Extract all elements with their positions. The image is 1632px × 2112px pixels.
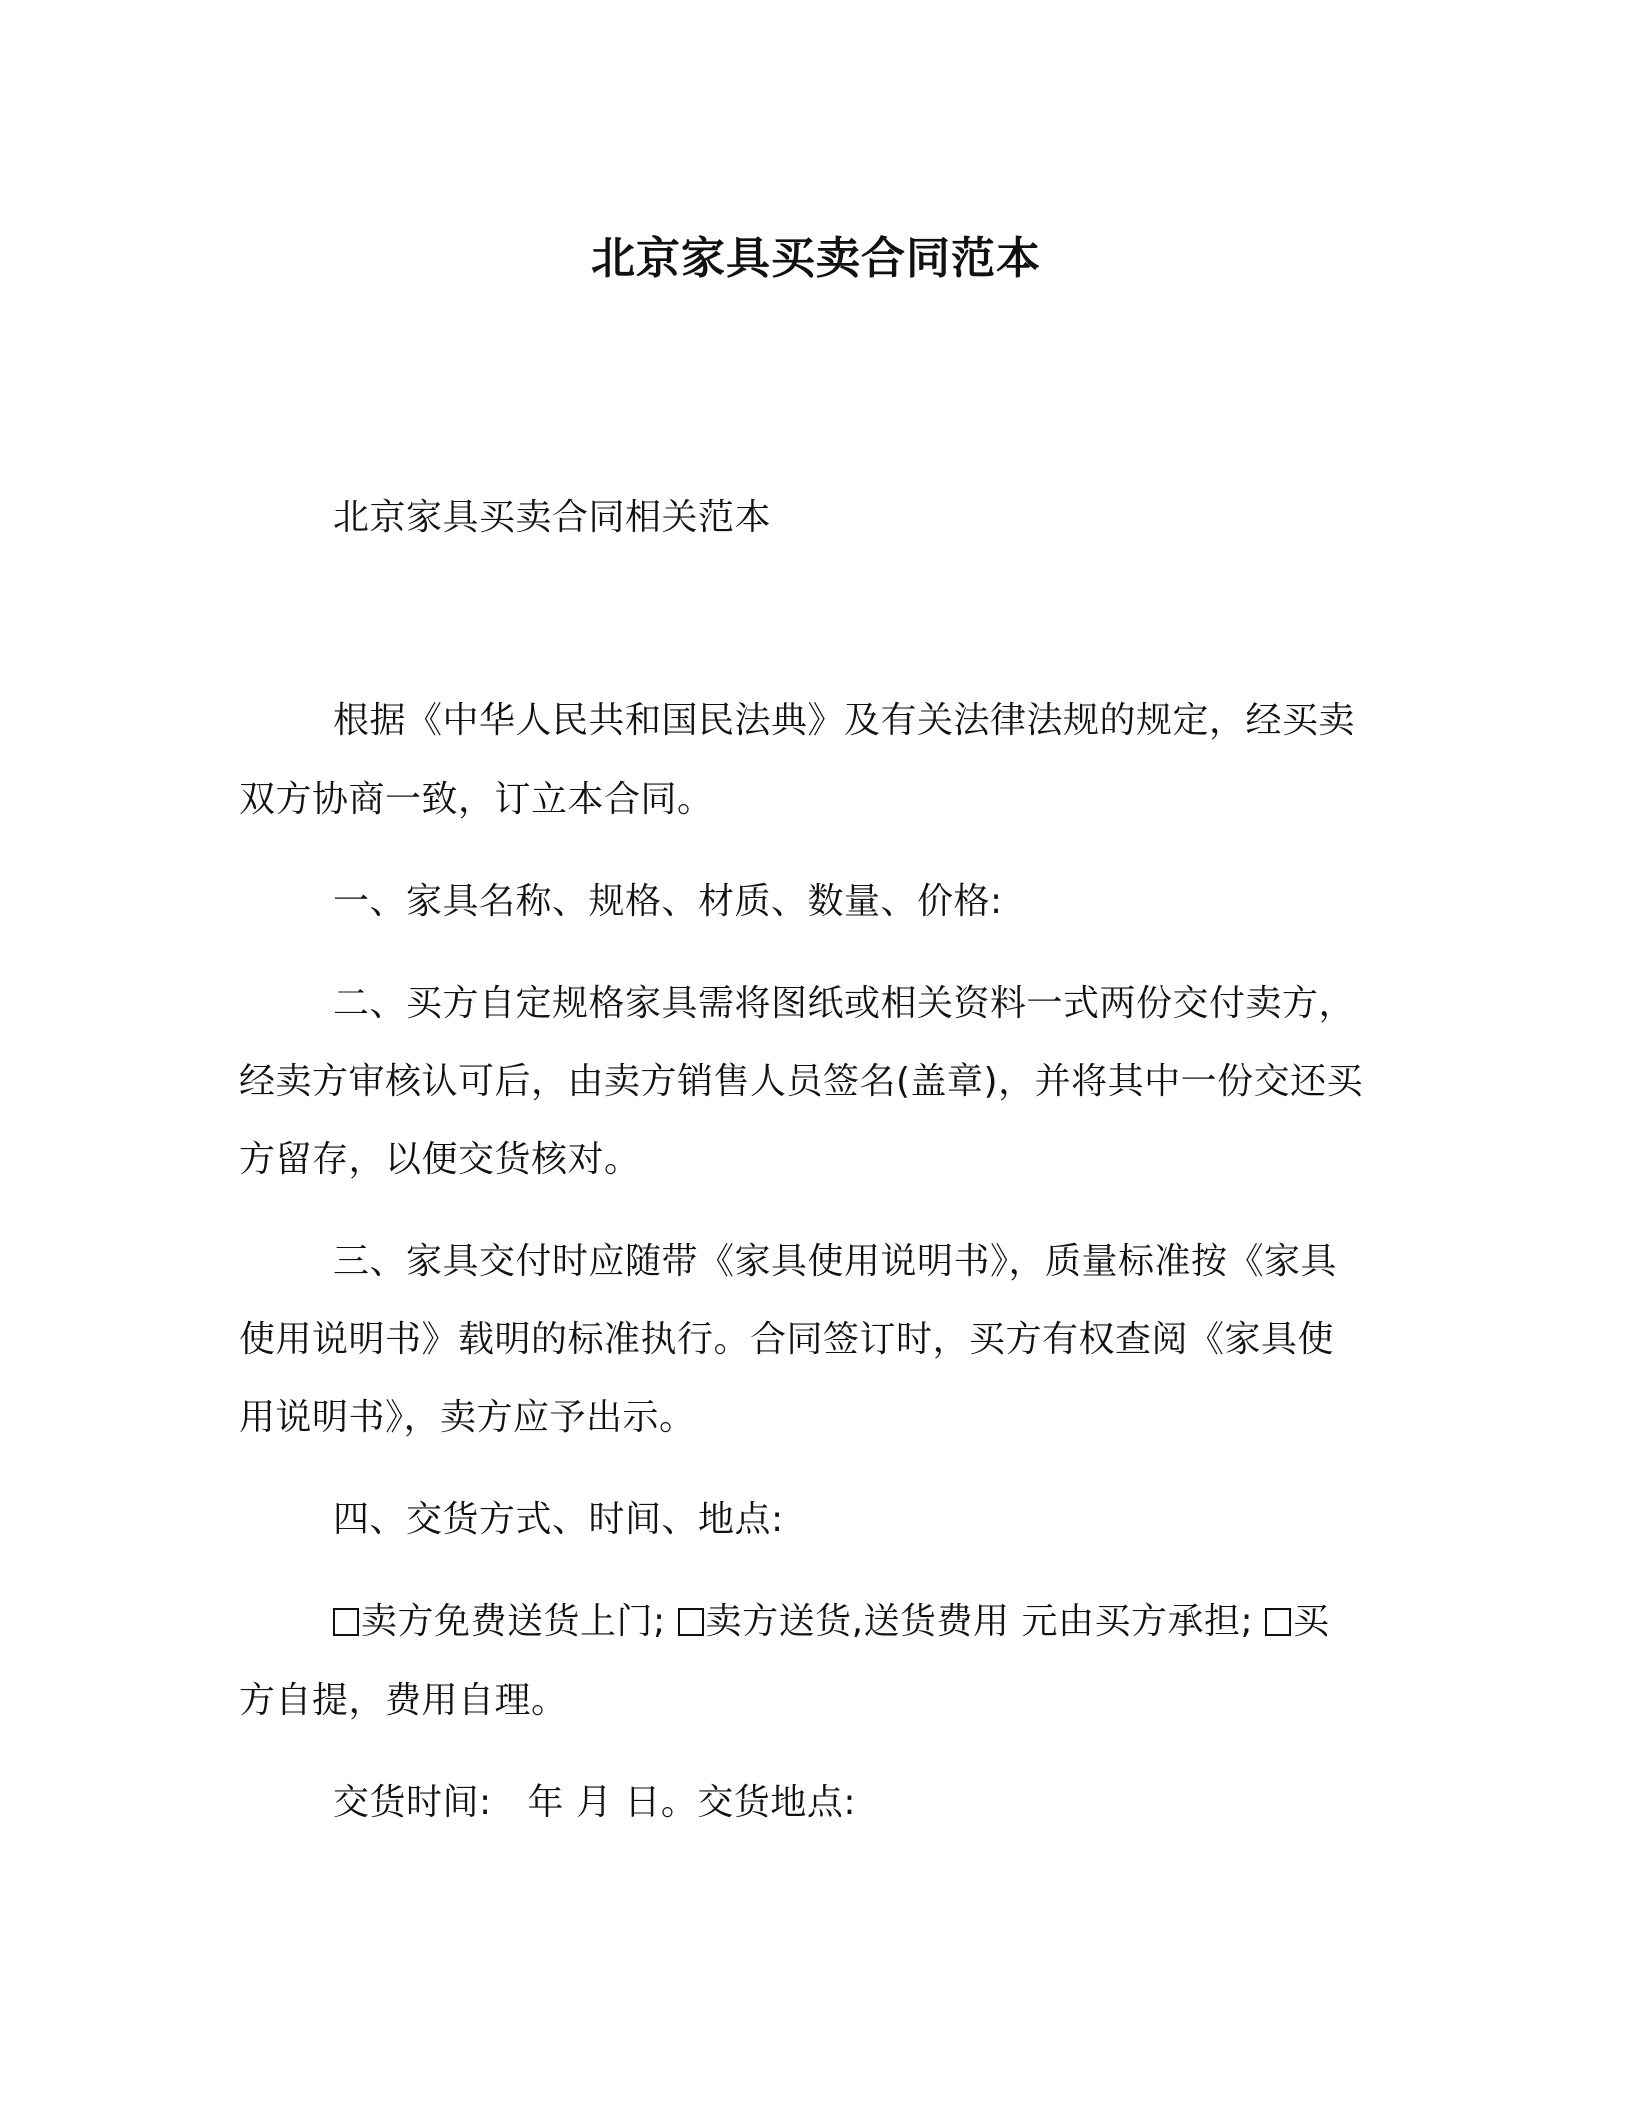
document-subtitle: 北京家具买卖合同相关范本 bbox=[333, 497, 772, 538]
option-self-pickup-label-part1: 买 bbox=[1293, 1601, 1330, 1642]
section-3-line-1: 三、家具交付时应随带《家具使用说明书》，质量标准按《家具 bbox=[333, 1241, 1338, 1282]
checkbox-self-pickup[interactable] bbox=[1265, 1608, 1291, 1636]
section-2-line-2: 经卖方审核认可后，由卖方销售人员签名(盖章)，并将其中一份交还买 bbox=[239, 1061, 1364, 1102]
delivery-time-line: 交货时间: 年 月 日。交货地点: bbox=[333, 1782, 856, 1823]
document-title: 北京家具买卖合同范本 bbox=[591, 233, 1041, 284]
option-paid-delivery-label: 卖方送货,送货费用 元由买方承担; bbox=[705, 1601, 1254, 1642]
checkbox-paid-delivery[interactable] bbox=[678, 1608, 704, 1636]
preamble-line-1: 根据《中华人民共和国民法典》及有关法律法规的规定，经买卖 bbox=[333, 700, 1356, 741]
section-3-line-2: 使用说明书》载明的标准执行。合同签订时，买方有权查阅《家具使 bbox=[239, 1319, 1335, 1360]
preamble-line-2: 双方协商一致，订立本合同。 bbox=[239, 779, 714, 820]
option-self-pickup-label-part2: 方自提，费用自理。 bbox=[239, 1680, 568, 1721]
delivery-options-line-1 bbox=[333, 1600, 1330, 1644]
section-2-line-1: 二、买方自定规格家具需将图纸或相关资料一式两份交付卖方， bbox=[333, 983, 1356, 1024]
option-free-delivery-label: 卖方免费送货上门; bbox=[361, 1601, 666, 1642]
section-3-line-3: 用说明书》，卖方应予出示。 bbox=[239, 1397, 696, 1438]
section-1-heading: 一、家具名称、规格、材质、数量、价格: bbox=[333, 881, 1003, 922]
section-2-line-3: 方留存，以便交货核对。 bbox=[239, 1139, 641, 1180]
section-4-heading: 四、交货方式、时间、地点: bbox=[333, 1499, 784, 1540]
checkbox-free-delivery[interactable] bbox=[333, 1608, 359, 1636]
